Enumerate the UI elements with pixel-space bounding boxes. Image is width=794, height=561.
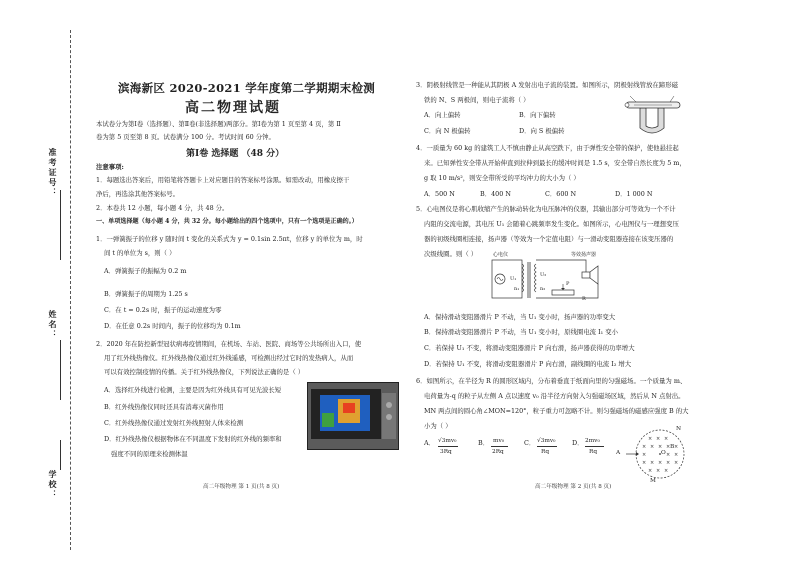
q5-label-n2: n₂ [540,286,546,292]
svg-text:×: × [648,436,653,442]
q5-label-u1: U₁ [510,276,517,282]
q5-option-d: D．若保持 U₁ 不变，将滑动变阻器滑片 P 向右滑，副线圈的电流 I₂ 增大 [424,360,632,368]
q5-label-ecg: 心电仪 [493,252,509,258]
right-footer: 高二年级物理 第 2 页(共 8 页) [535,484,612,490]
school-line [60,440,61,470]
q5-option-a: A．保持滑动变阻器滑片 P 不动，当 U₁ 变小时，扬声器的功率变大 [424,313,616,321]
q2-stem-1: 2．2020 年在防控新型冠状病毒疫情期间，在机场、车站、医院、商场等公共场所出入口，使 [96,340,362,348]
svg-text:×: × [674,444,679,450]
q6-stem-1: 6．如图所示，在半径为 R 的圆形区域内，分布着垂直于纸面向里的匀强磁场。一个质量为 m、 [416,377,687,385]
q6-label-n: N [676,426,682,432]
q6-label-m: M [650,478,656,484]
q4-option-d: D．1 000 N [615,190,653,198]
intro-line-1: 本试卷分为第Ⅰ卷（选择题）、第Ⅱ卷(非选择题)两部分。第Ⅰ卷为第 1 页至第 4 页，第 Ⅱ [96,120,341,128]
school-label: 学校： [48,470,58,500]
q5-label-n1: n₁ [514,286,520,292]
q5-stem-1: 5．心电图仪是将心肌收缩产生的脉动转化为电压脉冲的仪器，其输出部分可等效为一个不计 [416,205,676,213]
q5-option-b: B．保持滑动变阻器滑片 P 不动，当 U₁ 变小时，原线圈电流 I₁ 变小 [424,328,618,336]
svg-text:×: × [642,452,647,458]
q6-option-c-label: C． [524,439,536,447]
q3-option-d: D．向 S 极偏转 [519,127,565,135]
q2-stem-2: 用了红外线热像仪。红外线热像仪通过红外线遥感，可检测出经过它时的发热病人，从而 [104,354,354,362]
note-line-2: 净后，再选涂其他答案标号。 [96,190,180,198]
q5-stem-3: 器的初级线圈相连接，扬声器（等效为一个定值电阻）与一滑动变阻器连接在该变压器的 [424,235,674,243]
svg-text:×: × [666,444,671,450]
q6-option-a-den: 3Rq [440,449,452,455]
q6-option-b-den: 2Rq [492,449,504,455]
q6-stem-2: 电荷量为-q 的粒子从左侧 A 点以速度 v₀ 沿半径方向射入匀强磁场区域，然后从 N 点射出。 [424,392,685,400]
q5-label-u2: U₂ [540,272,547,278]
q6-option-b-bar [491,446,508,447]
q1-option-d: D．在任意 0.2s 时间内，振子的位移均为 0.1m [104,322,241,330]
q6-option-a-num: √3mv₀ [438,438,457,444]
q3-stem-1: 3．阴极射线管是一种能从其阴极 A 发射出电子流的装置。如图所示，阴极射线管放在蹄形磁 [416,81,678,89]
q4-option-c: C．600 N [545,190,577,198]
q6-option-b-num: mv₀ [493,438,505,444]
q6-option-d-num: 2mv₀ [585,438,600,444]
q6-option-d-label: D． [572,439,584,447]
q4-option-b: B．400 N [480,190,511,198]
svg-text:×: × [648,468,653,474]
q6-option-c-bar [537,446,557,447]
q2-option-d-cont: 强度不同的原理来检测体温 [111,450,188,458]
svg-text:×: × [650,444,655,450]
name-label: 姓名： [48,310,58,340]
q3-option-c: C．向 N 极偏转 [424,127,471,135]
q2-option-a: A．选择红外线进行检测，主要是因为红外线具有可见光波长短 [104,386,282,394]
svg-text:×: × [666,460,671,466]
q3-option-b: B．向下偏转 [519,111,556,119]
svg-text:×: × [674,460,679,466]
binding-line [70,30,71,550]
q5-circuit-diagram [486,250,606,306]
q6-option-d-den: Rq [589,449,598,455]
svg-text:×: × [642,460,647,466]
q4-stem-3: g 取 10 m/s²，则安全带所受的平均冲力的大小为（ ） [424,174,580,182]
q6-option-c-den: Rq [541,449,550,455]
q3-option-a: A．向上偏转 [424,111,461,119]
q1-option-b: B．弹簧振子的周期为 1.25 s [104,290,188,298]
q2-option-d: D．红外线热像仪根据物体在不同温度下发射的红外线的频率和 [104,435,282,443]
q5-label-speaker-eq: 等效扬声器 [571,252,597,258]
svg-text:×: × [656,436,661,442]
section-title: 第Ⅰ卷 选择题 （48 分） [186,149,285,159]
q1-option-c: C．在 t = 0.2s 时，振子的运动速度为零 [104,306,222,314]
q6-field-diagram [624,424,690,484]
q5-stem-2: 内阻的交流电源，其电压 U₁ 会随着心跳频率发生变化。如图所示，心电图仪与一理想变压 [424,220,679,228]
notes-title: 注意事项: [96,163,124,171]
part1-header: 一、单项选择题（每小题 4 分，共 32 分。每小题给出的四个选项中，只有一个选项是正确的。） [96,218,358,225]
q5-stem-4: 次级线圈。则（ ） [424,250,478,258]
q6-option-b-label: B． [478,439,490,447]
svg-text:×: × [666,452,671,458]
q6-option-d-bar [585,446,604,447]
q2-option-c: C．红外线热像仪通过发射红外线照射人体来检测 [104,419,244,427]
q6-label-o: O [661,450,666,456]
svg-text:×: × [674,452,679,458]
q6-label-b: B [670,444,675,450]
name-line [60,340,61,400]
exam-subtitle: 高二物理试题 [185,100,281,116]
q6-label-a: A [616,450,621,456]
q6-stem-3: MN 两点间的圆心角∠MON=120°，粒子重力可忽略不计。则匀强磁场的磁感应强度 B 的大 [424,407,689,415]
q3-diagram [622,94,684,138]
svg-text:×: × [658,460,663,466]
q4-option-a: A．500 N [424,190,455,198]
q1-stem-1: 1．一弹簧振子的位移 y 随时间 t 变化的关系式为 y = 0.1sin 2.5πt，位移 y 的单位为 m，时 [96,235,363,243]
svg-text:×: × [658,444,663,450]
note-line-1: 1．每题选出答案后，用铅笔将答题卡上对应题目的答案标号涂黑。如需改动，用橡皮擦干 [96,176,350,184]
q1-stem-2: 间 t 的单位为 s，则（ ） [104,249,176,257]
exam-number-label: 准考证号： [48,148,58,198]
q6-option-c-num: √3mv₀ [537,438,556,444]
q2-stem-3: 可以有效控制疫情的传播。关于红外线热像仪，下列说法正确的是（ ） [104,368,305,376]
q6-stem-4: 小为（ ） [424,422,452,430]
q4-stem-1: 4．一质量为 60 kg 的建筑工人不慎由静止从高空跌下，由于弹性安全带的保护，使他悬挂起 [416,144,679,152]
svg-text:×: × [664,436,669,442]
exam-title: 滨海新区 2020-2021 学年度第二学期期末检测 [118,81,376,95]
q1-option-a: A．弹簧振子的振幅为 0.2 m [104,267,187,275]
q5-label-p: P [566,281,570,287]
q6-option-a-bar [438,446,458,447]
svg-text:×: × [642,444,647,450]
exam-number-line [60,190,61,260]
q4-stem-2: 来。已知弹性安全带从开始伸直到拉伸到最长的缓冲时间是 1.5 s，安全带自然长度为 5 m， [424,159,686,167]
svg-text:×: × [664,468,669,474]
intro-line-2: 卷为第 5 页至第 8 页。试卷满分 100 分。考试时间 60 分钟。 [96,133,275,141]
left-footer: 高二年级物理 第 1 页(共 8 页) [203,484,280,490]
svg-text:×: × [650,460,655,466]
note-line-3: 2．本卷共 12 小题，每小题 4 分，共 48 分。 [96,204,229,212]
thermal-imager-photo [307,382,399,450]
q3-stem-2: 铁的 N、S 两极间，则电子流将（ ） [424,96,530,104]
svg-text:×: × [656,468,661,474]
q5-label-r: R [582,296,586,302]
q2-option-b: B．红外线热像仪同时还具有消毒灭菌作用 [104,403,224,411]
q6-option-a-label: A． [424,439,436,447]
q5-option-c: C．若保持 U₁ 不变，将滑动变阻器滑片 P 向右滑，扬声器获得的功率增大 [424,344,635,352]
